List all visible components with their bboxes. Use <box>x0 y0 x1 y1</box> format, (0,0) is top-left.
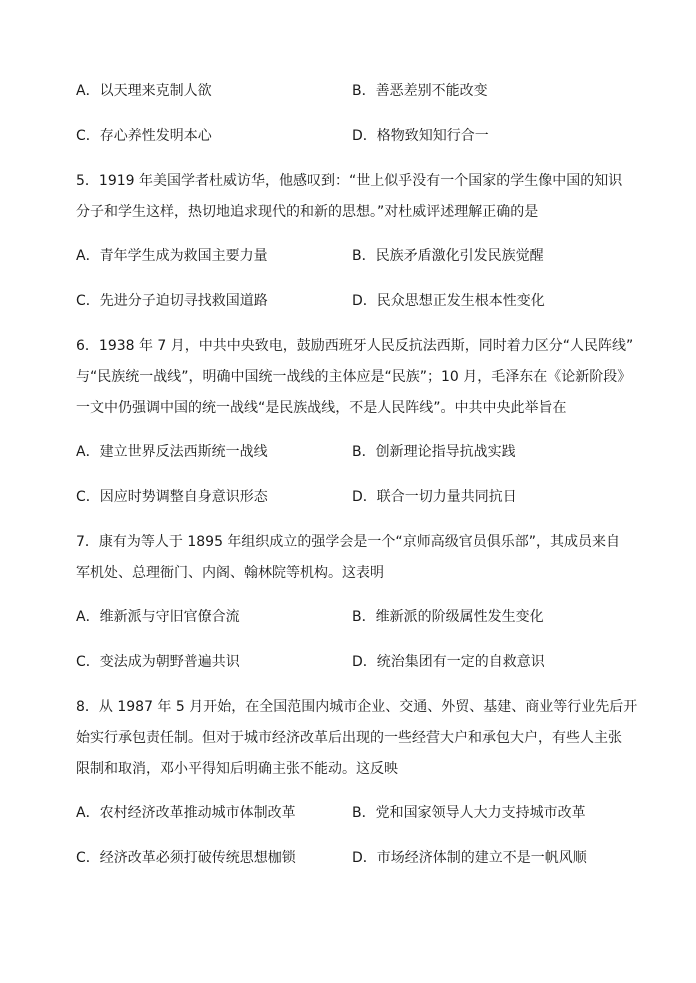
q7-stem-line-1: 7．康有为等人于 1895 年组织成立的强学会是一个“京师高级官员俱乐部”，其成员来自 <box>76 534 620 550</box>
q6-option-a: A．建立世界反法西斯统一战线 <box>76 444 268 460</box>
q7-option-c: C．变法成为朝野普遍共识 <box>76 654 240 670</box>
q7-option-a: A．维新派与守旧官僚合流 <box>76 609 240 625</box>
q5-stem-line-2: 分子和学生这样，热切地追求现代的和新的思想。”对杜威评述理解正确的是 <box>76 204 539 220</box>
q4-option-d: D．格物致知知行合一 <box>352 128 489 144</box>
q8-option-b: B．党和国家领导人大力支持城市改革 <box>352 805 586 821</box>
q4-option-a: A．以天理来克制人欲 <box>76 83 212 99</box>
q5-stem-line-1: 5．1919 年美国学者杜威访华，他感叹到：“世上似乎没有一个国家的学生像中国的知识 <box>76 173 623 189</box>
q6-option-d: D．联合一切力量共同抗日 <box>352 489 517 505</box>
q8-option-d: D．市场经济体制的建立不是一帆风顺 <box>352 850 587 866</box>
q8-option-c: C．经济改革必须打破传统思想枷锁 <box>76 850 296 866</box>
q6-stem-line-3: 一文中仍强调中国的统一战线“是民族战线，不是人民阵线”。中共中央此举旨在 <box>76 400 567 416</box>
q5-option-a: A．青年学生成为救国主要力量 <box>76 248 268 264</box>
q8-option-a: A．农村经济改革推动城市体制改革 <box>76 805 296 821</box>
q8-stem-line-2: 始实行承包责任制。但对于城市经济改革后出现的一些经营大户和承包大户，有些人主张 <box>76 730 622 746</box>
q4-option-c: C．存心养性发明本心 <box>76 128 212 144</box>
q6-stem-line-2: 与“民族统一战线”，明确中国统一战线的主体应是“民族”；10 月，毛泽东在《论新阶段》 <box>76 369 632 385</box>
q7-stem-line-2: 军机处、总理衙门、内阁、翰林院等机构。这表明 <box>76 565 384 581</box>
q6-stem-line-1: 6．1938 年 7 月，中共中央致电，鼓励西班牙人民反抗法西斯，同时着力区分“人民阵线” <box>76 338 634 354</box>
q8-stem-line-1: 8．从 1987 年 5 月开始，在全国范围内城市企业、交通、外贸、基建、商业等行业先后开 <box>76 699 638 715</box>
q5-option-b: B．民族矛盾激化引发民族觉醒 <box>352 248 544 264</box>
q6-option-b: B．创新理论指导抗战实践 <box>352 444 516 460</box>
q4-option-b: B．善恶差别不能改变 <box>352 83 488 99</box>
q7-option-b: B．维新派的阶级属性发生变化 <box>352 609 544 625</box>
q7-option-d: D．统治集团有一定的自救意识 <box>352 654 545 670</box>
q5-option-d: D．民众思想正发生根本性变化 <box>352 293 545 309</box>
q5-option-c: C．先进分子迫切寻找救国道路 <box>76 293 268 309</box>
q6-option-c: C．因应时势调整自身意识形态 <box>76 489 268 505</box>
q8-stem-line-3: 限制和取消，邓小平得知后明确主张不能动。这反映 <box>76 761 398 777</box>
